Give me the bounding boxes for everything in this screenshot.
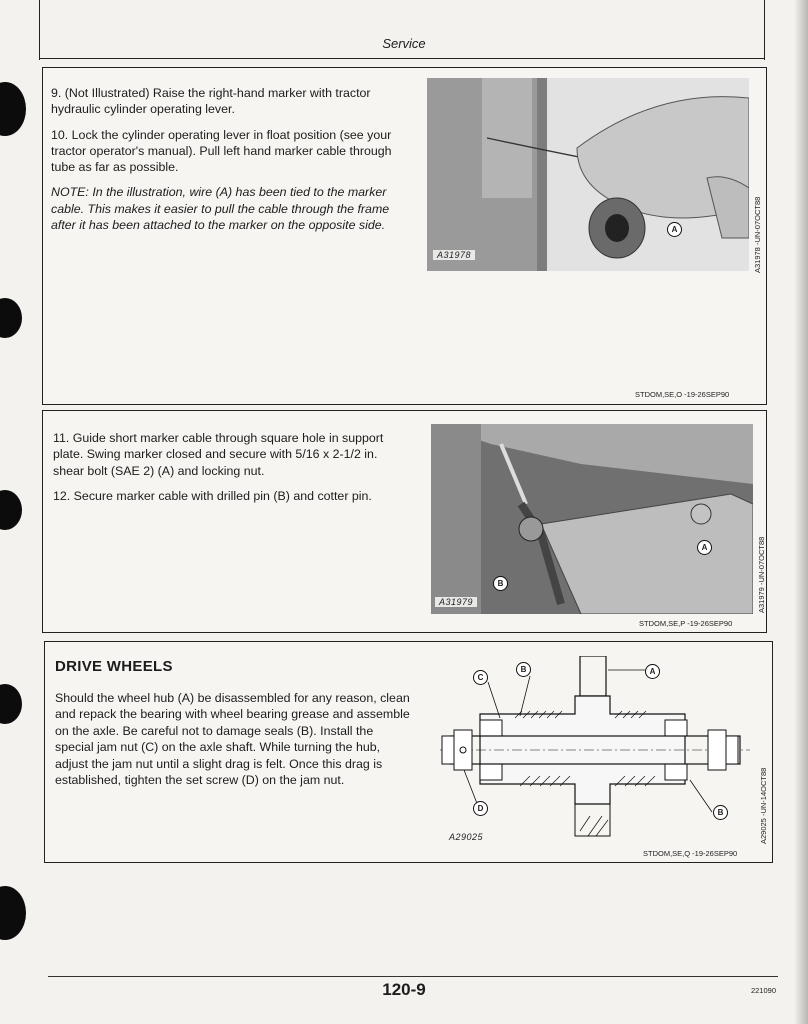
step-11: 11. Guide short marker cable through square hole in support plate. Swing marker closed and secure with 5/16 x 2-1/2 in. shear bolt (SAE 2) (A) and locking nut. [53,431,384,478]
callout-b: B [713,805,728,820]
page-number: 120-9 [382,980,426,999]
callout-c: C [473,670,488,685]
wheel-hub-diagram [440,656,750,846]
photo-illustration [427,78,749,271]
callout-a: A [667,222,682,237]
note [51,184,396,233]
note-label: NOTE: [51,185,89,200]
image-code: A31979 [435,597,477,607]
panel-shear-bolt [42,410,767,633]
binder-hole [0,82,26,136]
photo-illustration [431,424,753,614]
callout-a: A [697,540,712,555]
drive-wheels-body: Should the wheel hub (A) be disassembled for any reason, clean and repack the bearing with wheel bearing grease and assemble on the axle. Be careful not to damage seals (B). Install the special jam nut (C) on the axle shaft. While turning the hub, adjust the jam nut until a slight drag is felt. Once this drag is established, tighten the set screw (D) on the jam nut. [55,691,410,788]
vertical-figure-code: A29025 -UN-14OCT88 [759,767,768,844]
header-rule-right [764,0,765,60]
page-edge-shadow [794,0,808,1024]
step-10: 10. Lock the cylinder operating lever in float position (see your tractor operator's manual). Pull left hand marker cable through tube as far as possible. [51,127,392,175]
binder-hole [0,490,22,530]
footer-rule [48,976,778,977]
header-rule [39,58,765,59]
panel1-text [51,85,396,233]
vertical-figure-code: A31979 -UN-07OCT88 [757,536,766,613]
photo-pulling-cable [427,78,749,271]
section-header: Service [382,36,426,51]
image-code: A29025 [449,832,484,842]
binder-hole [0,886,26,940]
doc-code: STDOM,SE,O -19-26SEP90 [635,390,730,399]
note-text: In the illustration, wire (A) has been tied to the marker cable. This makes it easier to pull the cable through the frame after it has been attached to the marker on the opposite side. [51,185,390,233]
callout-b: B [493,576,508,591]
photo-marker-bolt [431,424,753,614]
step-12: 12. Secure marker cable with drilled pin (B) and cotter pin. [53,488,372,503]
binder-hole [0,298,22,338]
header-rule-left [39,0,40,60]
panel-drive-wheels [44,641,773,863]
doc-code: STDOM,SE,P -19-26SEP90 [639,619,733,628]
vertical-figure-code: A31978 -UN-07OCT88 [753,196,762,273]
panel-cable-routing [42,67,767,405]
panel2-text [53,430,398,513]
doc-code: STDOM,SE,Q -19-26SEP90 [643,849,738,858]
section-title: DRIVE WHEELS [55,658,173,675]
callout-a: A [645,664,660,679]
step-9: 9. (Not Illustrated) Raise the right-hand marker with tractor hydraulic cylinder operating lever. [51,86,371,117]
callout-d: D [473,801,488,816]
binder-hole [0,684,22,724]
date-code: 221090 [750,986,776,995]
image-code: A31978 [433,250,475,260]
callout-b: B [516,662,531,677]
